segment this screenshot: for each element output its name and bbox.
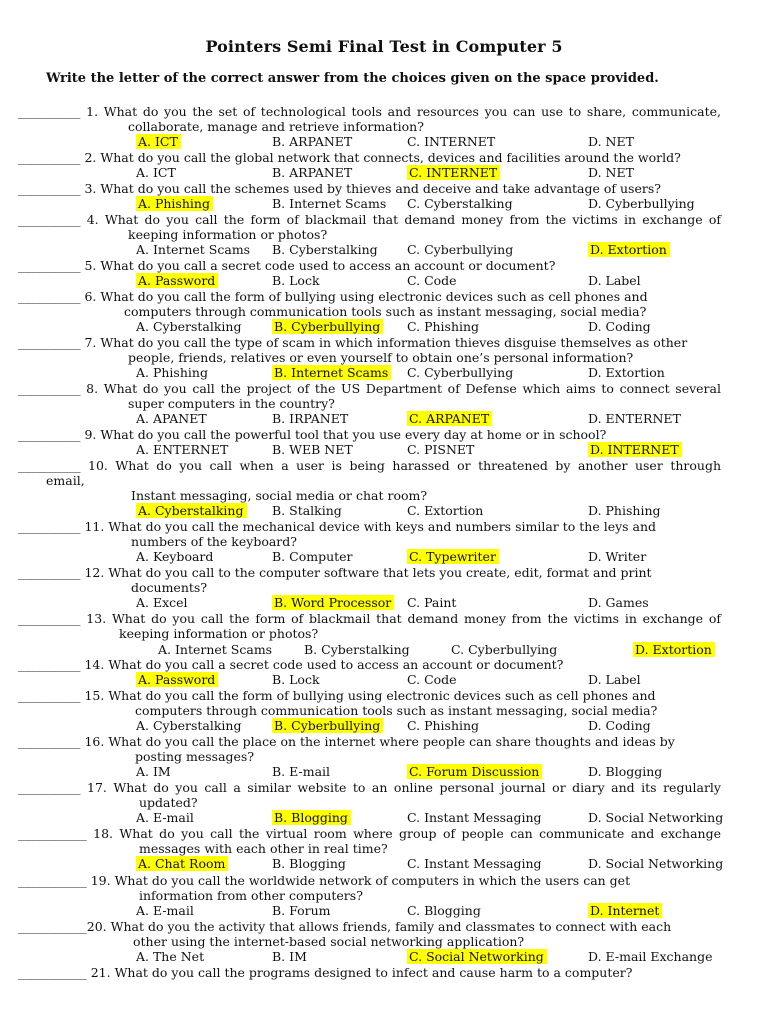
answer-choice <box>272 165 352 180</box>
answer-choice <box>588 595 649 610</box>
answer-choice <box>588 273 641 288</box>
answer-choice <box>588 672 641 687</box>
question-text: __________ 14. What do you call a secret code used to access an account or document? <box>18 657 564 672</box>
answer-choice-highlighted <box>272 595 394 610</box>
answer-choice-label: C. INTERNET <box>407 134 496 149</box>
answer-choice <box>272 442 353 457</box>
answer-choice-label: B. E-mail <box>272 764 331 779</box>
answer-choice <box>272 549 353 564</box>
question-text: __________ 16. What do you call the place on the internet where people can share thoughts and ideas by <box>18 734 675 749</box>
answer-choice-label: C. Cyberstalking <box>407 196 513 211</box>
question-text-continuation: documents? <box>131 580 208 595</box>
answer-choice <box>136 903 194 918</box>
question-text: __________ 4. What do you call the form of blackmail that demand money from the victims in exchange of <box>18 212 721 227</box>
test-title: Pointers Semi Final Test in Computer 5 <box>205 37 563 56</box>
question-text: __________ 10. What do you call when a user is being harassed or threatened by another user through <box>18 458 721 473</box>
answer-choice-label: A. Excel <box>136 595 188 610</box>
answer-choice-label: D. Blogging <box>588 764 663 779</box>
question-text-continuation: information from other computers? <box>139 888 363 903</box>
answer-choice-label: D. Games <box>588 595 649 610</box>
answer-choice <box>588 856 723 871</box>
answer-choice-label: B. Forum <box>272 903 331 918</box>
answer-choice <box>407 856 542 871</box>
answer-choice-label: C. ARPANET <box>407 411 492 426</box>
answer-choice-label: C. Typewriter <box>407 549 499 564</box>
answer-choice-label: A. Cyberstalking <box>136 718 242 733</box>
answer-choice-label: D. NET <box>588 134 634 149</box>
answer-choice-label: D. Phishing <box>588 503 661 518</box>
answer-choice-label: B. Cyberbullying <box>272 718 383 733</box>
answer-choice <box>588 949 713 964</box>
answer-choice-label: C. Cyberbullying <box>451 642 558 657</box>
answer-choice-label: B. ARPANET <box>272 134 353 149</box>
answer-choice-label: D. Extortion <box>588 242 670 257</box>
answer-choice-highlighted <box>407 949 547 964</box>
answer-choice-label: A. APANET <box>136 411 207 426</box>
answer-choice-label: A. Internet Scams <box>136 242 251 257</box>
answer-choice <box>272 411 348 426</box>
answer-choice <box>272 196 386 211</box>
answer-choice-label: A. Internet Scams <box>158 642 273 657</box>
answer-choice <box>407 242 513 257</box>
answer-choice-label: B. Lock <box>272 672 320 687</box>
answer-choice-label: B. Computer <box>272 549 353 564</box>
answer-choice-label: C. Phishing <box>407 718 480 733</box>
question-text: ___________ 18. What do you call the virtual room where group of people can communicate and exchange <box>18 826 721 841</box>
answer-choice <box>588 365 665 380</box>
answer-choice <box>407 442 474 457</box>
answer-choice-label: B. Cyberstalking <box>304 642 410 657</box>
question-text-continuation: keeping information or photos? <box>128 227 328 242</box>
answer-choice-label: C. Cyberbullying <box>407 365 514 380</box>
answer-choice-label: A. Keyboard <box>136 549 214 564</box>
answer-choice <box>272 242 378 257</box>
answer-choice <box>588 503 661 518</box>
question-text: __________ 12. What do you call to the computer software that lets you create, edit, format and print <box>18 565 652 580</box>
answer-choice <box>588 549 646 564</box>
answer-choice-label: B. IRPANET <box>272 411 349 426</box>
answer-choice-highlighted <box>588 242 670 257</box>
answer-choice-label: D. Label <box>588 672 641 687</box>
answer-choice-highlighted <box>272 810 351 825</box>
answer-choice-label: C. Forum Discussion <box>407 764 542 779</box>
answer-choice <box>407 365 513 380</box>
answer-choice-label: C. Instant Messaging <box>407 810 542 825</box>
answer-choice-label: B. IM <box>272 949 307 964</box>
answer-choice <box>136 949 204 964</box>
answer-choice-label: A. Cyberstalking <box>136 503 247 518</box>
answer-choice <box>272 764 330 779</box>
question-text-continuation: people, friends, relatives or even yourself to obtain one’s personal information? <box>128 350 634 365</box>
answer-choice-label: C. Cyberbullying <box>407 242 514 257</box>
question-text-continuation: keeping information or photos? <box>119 626 319 641</box>
answer-choice-label: A. IM <box>136 764 171 779</box>
answer-choice-highlighted <box>136 196 213 211</box>
answer-choice-highlighted <box>136 134 181 149</box>
question-text-continuation: updated? <box>139 795 198 810</box>
answer-choice-label: B. ARPANET <box>272 165 353 180</box>
answer-choice <box>588 764 662 779</box>
answer-choice <box>136 595 188 610</box>
answer-choice-label: A. Phishing <box>136 365 208 380</box>
answer-choice-label: B. Blogging <box>272 856 346 871</box>
answer-choice-label: D. Writer <box>588 549 647 564</box>
answer-choice-label: D. Internet <box>588 903 662 918</box>
answer-choice <box>272 856 346 871</box>
answer-choice <box>272 949 307 964</box>
answer-choice <box>407 718 479 733</box>
answer-choice-highlighted <box>407 165 500 180</box>
answer-choice <box>407 196 513 211</box>
answer-choice-label: C. Instant Messaging <box>407 856 542 871</box>
answer-choice <box>136 165 176 180</box>
answer-choice-label: D. Extortion <box>633 642 715 657</box>
answer-choice-label: D. Cyberbullying <box>588 196 695 211</box>
answer-choice <box>136 242 250 257</box>
answer-choice-label: D. Coding <box>588 718 651 733</box>
question-text: ___________ 21. What do you call the programs designed to infect and cause harm to a computer? <box>18 965 633 980</box>
question-text: __________ 13. What do you call the form of blackmail that demand money from the victims in exchange of <box>18 611 721 626</box>
answer-choice-highlighted <box>136 273 218 288</box>
question-text-continuation: other using the internet-based social networking application? <box>133 934 525 949</box>
answer-choice-label: A. E-mail <box>136 810 194 825</box>
answer-choice-highlighted <box>588 903 662 918</box>
answer-choice-label: D. Social Networking <box>588 810 724 825</box>
answer-choice <box>158 642 272 657</box>
question-text: __________ 2. What do you call the global network that connects, devices and facilities around the world? <box>18 150 681 165</box>
answer-choice <box>136 764 171 779</box>
answer-choice-label: B. Internet Scams <box>272 365 391 380</box>
question-text-continuation: numbers of the keyboard? <box>131 534 297 549</box>
question-text-continuation: computers through communication tools such as instant messaging, social media? <box>135 703 658 718</box>
question-text-continuation: Instant messaging, social media or chat room? <box>131 488 428 503</box>
question-text-continuation: super computers in the country? <box>128 396 335 411</box>
test-instructions: Write the letter of the correct answer from the choices given on the space provided. <box>46 71 659 86</box>
answer-choice <box>407 319 479 334</box>
answer-choice-label: A. E-mail <box>136 903 194 918</box>
question-text-continuation: collaborate, manage and retrieve information? <box>128 119 424 134</box>
answer-choice-highlighted <box>633 642 715 657</box>
answer-choice-label: A. The Net <box>136 949 205 964</box>
answer-choice-label: A. ICT <box>136 134 181 149</box>
answer-choice <box>136 365 208 380</box>
question-text: __________ 9. What do you call the powerful tool that you use every day at home or in school? <box>18 427 607 442</box>
answer-choice-label: B. Internet Scams <box>272 196 387 211</box>
answer-choice-highlighted <box>407 764 542 779</box>
answer-choice-label: A. ICT <box>136 165 176 180</box>
answer-choice-label: C. INTERNET <box>407 165 500 180</box>
answer-choice-highlighted <box>272 319 383 334</box>
answer-choice <box>407 672 457 687</box>
answer-choice-label: C. PISNET <box>407 442 475 457</box>
answer-choice <box>588 165 634 180</box>
answer-choice <box>136 810 194 825</box>
answer-choice-label: A. Chat Room <box>136 856 228 871</box>
question-text: __________ 1. What do you the set of technological tools and resources you can use to share, communicate, <box>18 104 721 119</box>
answer-choice <box>136 411 207 426</box>
question-text: __________ 8. What do you call the project of the US Department of Defense which aims to connect several <box>18 381 721 396</box>
answer-choice <box>272 134 352 149</box>
answer-choice <box>407 503 483 518</box>
answer-choice-highlighted <box>136 856 228 871</box>
answer-choice <box>588 196 695 211</box>
answer-choice <box>272 273 320 288</box>
answer-choice-label: A. Cyberstalking <box>136 319 242 334</box>
question-text: __________ 11. What do you call the mechanical device with keys and numbers similar to the leys and <box>18 519 657 534</box>
question-text: ___________20. What do you the activity that allows friends, family and classmates to connect with each <box>18 919 672 934</box>
question-text: __________ 7. What do you call the type of scam in which information thieves disguise themselves as other <box>18 335 688 350</box>
answer-choice-label: A. Password <box>136 273 218 288</box>
question-text: ___________ 19. What do you call the worldwide network of computers in which the users can get <box>18 873 631 888</box>
answer-choice <box>588 718 651 733</box>
answer-choice-label: D. Label <box>588 273 641 288</box>
answer-choice-label: B. Blogging <box>272 810 351 825</box>
answer-choice-label: A. ENTERNET <box>136 442 229 457</box>
answer-choice <box>407 134 495 149</box>
answer-choice <box>136 549 213 564</box>
answer-choice <box>407 273 457 288</box>
answer-choice-label: A. Phishing <box>136 196 213 211</box>
answer-choice-label: B. Cyberstalking <box>272 242 378 257</box>
answer-choice <box>588 810 723 825</box>
answer-choice <box>272 903 331 918</box>
answer-choice-label: B. Word Processor <box>272 595 394 610</box>
answer-choice-label: B. Lock <box>272 273 320 288</box>
answer-choice-highlighted <box>136 672 218 687</box>
answer-choice-label: D. Coding <box>588 319 651 334</box>
answer-choice-label: B. Cyberbullying <box>272 319 383 334</box>
answer-choice-label: D. Social Networking <box>588 856 724 871</box>
answer-choice-highlighted <box>272 365 391 380</box>
answer-choice-label: C. Paint <box>407 595 457 610</box>
answer-choice-highlighted <box>136 503 247 518</box>
question-text: __________ 5. What do you call a secret code used to access an account or document? <box>18 258 556 273</box>
answer-choice-label: C. Extortion <box>407 503 484 518</box>
answer-choice-label: D. Extortion <box>588 365 665 380</box>
answer-choice <box>136 442 228 457</box>
answer-choice <box>272 503 342 518</box>
question-text: __________ 6. What do you call the form of bullying using electronic devices such as cell phones and <box>18 289 648 304</box>
answer-choice-label: D. INTERNET <box>588 442 682 457</box>
answer-choice-label: C. Blogging <box>407 903 481 918</box>
question-text-continuation: messages with each other in real time? <box>139 841 388 856</box>
answer-choice <box>407 595 456 610</box>
question-text-continuation: posting messages? <box>135 749 255 764</box>
answer-choice-label: C. Code <box>407 672 457 687</box>
answer-choice-label: A. Password <box>136 672 218 687</box>
answer-choice <box>304 642 410 657</box>
answer-choice-label: C. Phishing <box>407 319 480 334</box>
answer-choice <box>588 411 681 426</box>
answer-choice-label: B. WEB NET <box>272 442 353 457</box>
answer-choice-label: D. ENTERNET <box>588 411 681 426</box>
answer-choice <box>136 718 242 733</box>
answer-choice <box>407 810 542 825</box>
answer-choice <box>588 319 651 334</box>
answer-choice-highlighted <box>407 411 492 426</box>
answer-choice <box>136 319 242 334</box>
question-text: __________ 15. What do you call the form of bullying using electronic devices such as cell phones and <box>18 688 656 703</box>
question-text: __________ 3. What do you call the schemes used by thieves and deceive and take advantage of users? <box>18 181 661 196</box>
answer-choice-label: C. Code <box>407 273 457 288</box>
answer-choice-label: D. NET <box>588 165 634 180</box>
answer-choice <box>588 134 634 149</box>
answer-choice-label: B. Stalking <box>272 503 342 518</box>
question-text-continuation: computers through communication tools such as instant messaging, social media? <box>124 304 647 319</box>
answer-choice <box>451 642 557 657</box>
question-text: __________ 17. What do you call a similar website to an online personal journal or diary and its regularly <box>18 780 721 795</box>
answer-choice-label: D. E-mail Exchange <box>588 949 713 964</box>
answer-choice-highlighted <box>407 549 499 564</box>
answer-choice-label: C. Social Networking <box>407 949 547 964</box>
answer-choice <box>407 903 481 918</box>
answer-choice <box>272 672 320 687</box>
answer-choice-highlighted <box>588 442 682 457</box>
answer-choice-highlighted <box>272 718 383 733</box>
question-text-continuation: email, <box>46 473 85 488</box>
